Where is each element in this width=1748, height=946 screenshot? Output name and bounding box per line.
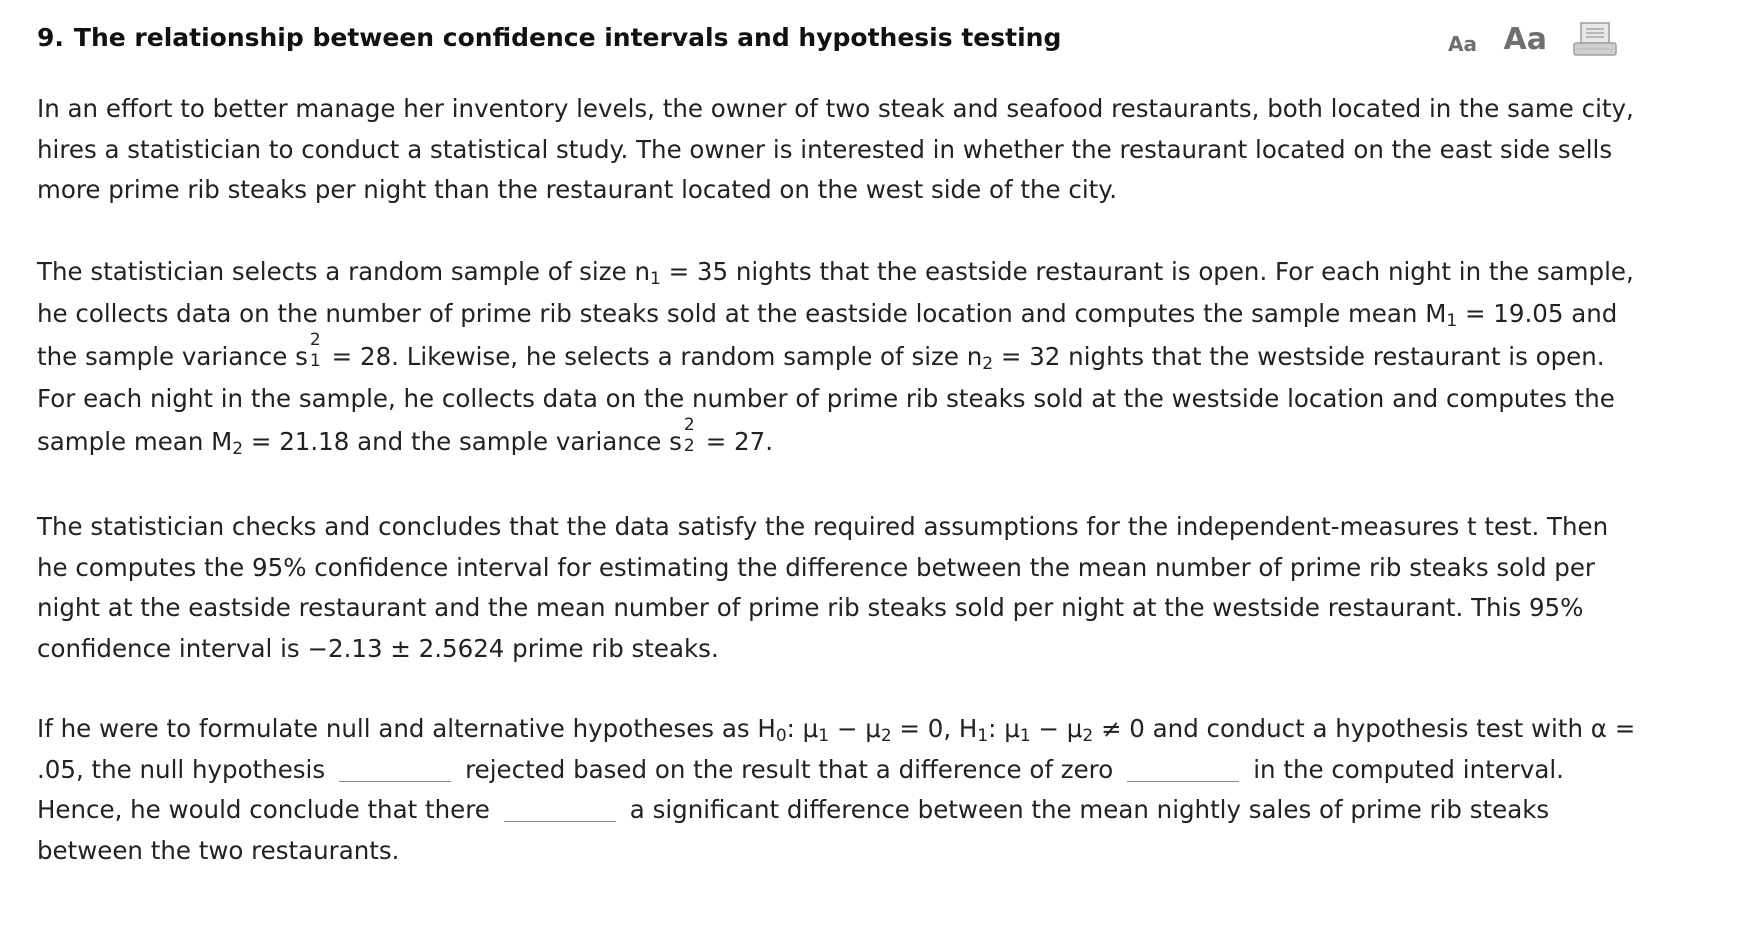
variance-scripts-2	[682, 415, 698, 456]
text-segment: − μ	[829, 714, 881, 743]
text-segment: = 28. Likewise, he selects a random sample of size n	[323, 341, 983, 371]
subscript: 2	[683, 436, 695, 456]
text-segment: = 27.	[697, 426, 773, 456]
increase-text-size-button[interactable]: Aa	[1503, 22, 1547, 57]
text-segment: = 0, H	[891, 714, 978, 743]
text-segment: = 21.18 and the sample variance s	[243, 426, 682, 456]
question-title	[37, 22, 1061, 54]
variance-scripts-1	[308, 330, 324, 371]
answer-dropdown-2[interactable]	[1127, 757, 1239, 782]
text-segment: a significant difference between the mean nightly sales of prime rib steaks between the two restaurants.	[37, 795, 1550, 865]
subscript: 1	[1019, 726, 1031, 746]
subscript: 1	[1446, 311, 1458, 331]
text-segment: − μ	[1030, 714, 1083, 743]
subscript: 2	[232, 438, 244, 459]
subscript: 1	[309, 351, 321, 371]
text-segment: ≠ 0 and conduct a hypothesis test with α = .05, the null hypothesis	[37, 714, 1636, 784]
text-segment: rejected based on the result that a difference of zero	[465, 754, 1114, 784]
subscript: 2	[880, 726, 892, 746]
paragraph-hypothesis-question	[37, 709, 1637, 871]
paragraph-confidence-interval: The statistician checks and concludes that the data satisfy the required assumptions for the independent-measures t test. Then he computes the 95% confidence interval for estimating the difference between the mean number of prime rib steaks sold per night at the eastside restaurant and the mean number of prime rib steaks sold per night at the westside restaurant. This 95% confidence interval is −2.13 ± 2.5624 prime rib steaks.	[37, 512, 1609, 663]
subscript: 1	[649, 268, 661, 289]
text-segment: = 19.05 and the sample variance s	[37, 299, 1618, 371]
subscript: 1	[818, 726, 830, 746]
subscript: 2	[1082, 726, 1094, 746]
superscript: 2	[309, 330, 321, 350]
text-segment: If he were to formulate null and alternative hypotheses as H	[37, 714, 776, 743]
subscript: 0	[775, 726, 787, 746]
question-header	[37, 22, 1617, 62]
subscript: 1	[977, 726, 989, 746]
question-number: 9.	[37, 23, 64, 52]
question-body	[37, 89, 1637, 913]
paragraph-sample-data	[37, 251, 1637, 464]
text-segment: in the computed interval. Hence, he would conclude that there	[37, 754, 1564, 824]
text-segment: The statistician selects a random sample of size n	[37, 256, 650, 286]
question-title-text: The relationship between confidence intervals and hypothesis testing	[73, 23, 1062, 52]
answer-dropdown-3[interactable]	[504, 797, 616, 822]
decrease-text-size-button[interactable]: Aa	[1448, 32, 1477, 56]
text-segment: = 32 nights that the westside restaurant is open. For each night in the sample, he collects data on the number of prime rib steaks sold at the westside location and computes the sample mean M	[37, 341, 1615, 456]
paragraph-intro: In an effort to better manage her inventory levels, the owner of two steak and seafood restaurants, both located in the same city, hires a statistician to conduct a statistical study. The owner is interested in whether the restaurant located on the east side sells more prime rib steaks per night than the restaurant located on the west side of the city.	[37, 94, 1634, 204]
text-segment: : μ	[786, 714, 819, 743]
text-segment: : μ	[988, 714, 1020, 743]
text-segment: = 35 nights that the eastside restaurant is open. For each night in the sample, he collects data on the number of prime rib steaks sold at the eastside location and computes the sample mean M	[37, 256, 1634, 328]
superscript: 2	[683, 415, 695, 435]
print-icon[interactable]	[1573, 22, 1617, 56]
subscript: 2	[982, 353, 994, 374]
answer-dropdown-1[interactable]	[339, 757, 451, 782]
